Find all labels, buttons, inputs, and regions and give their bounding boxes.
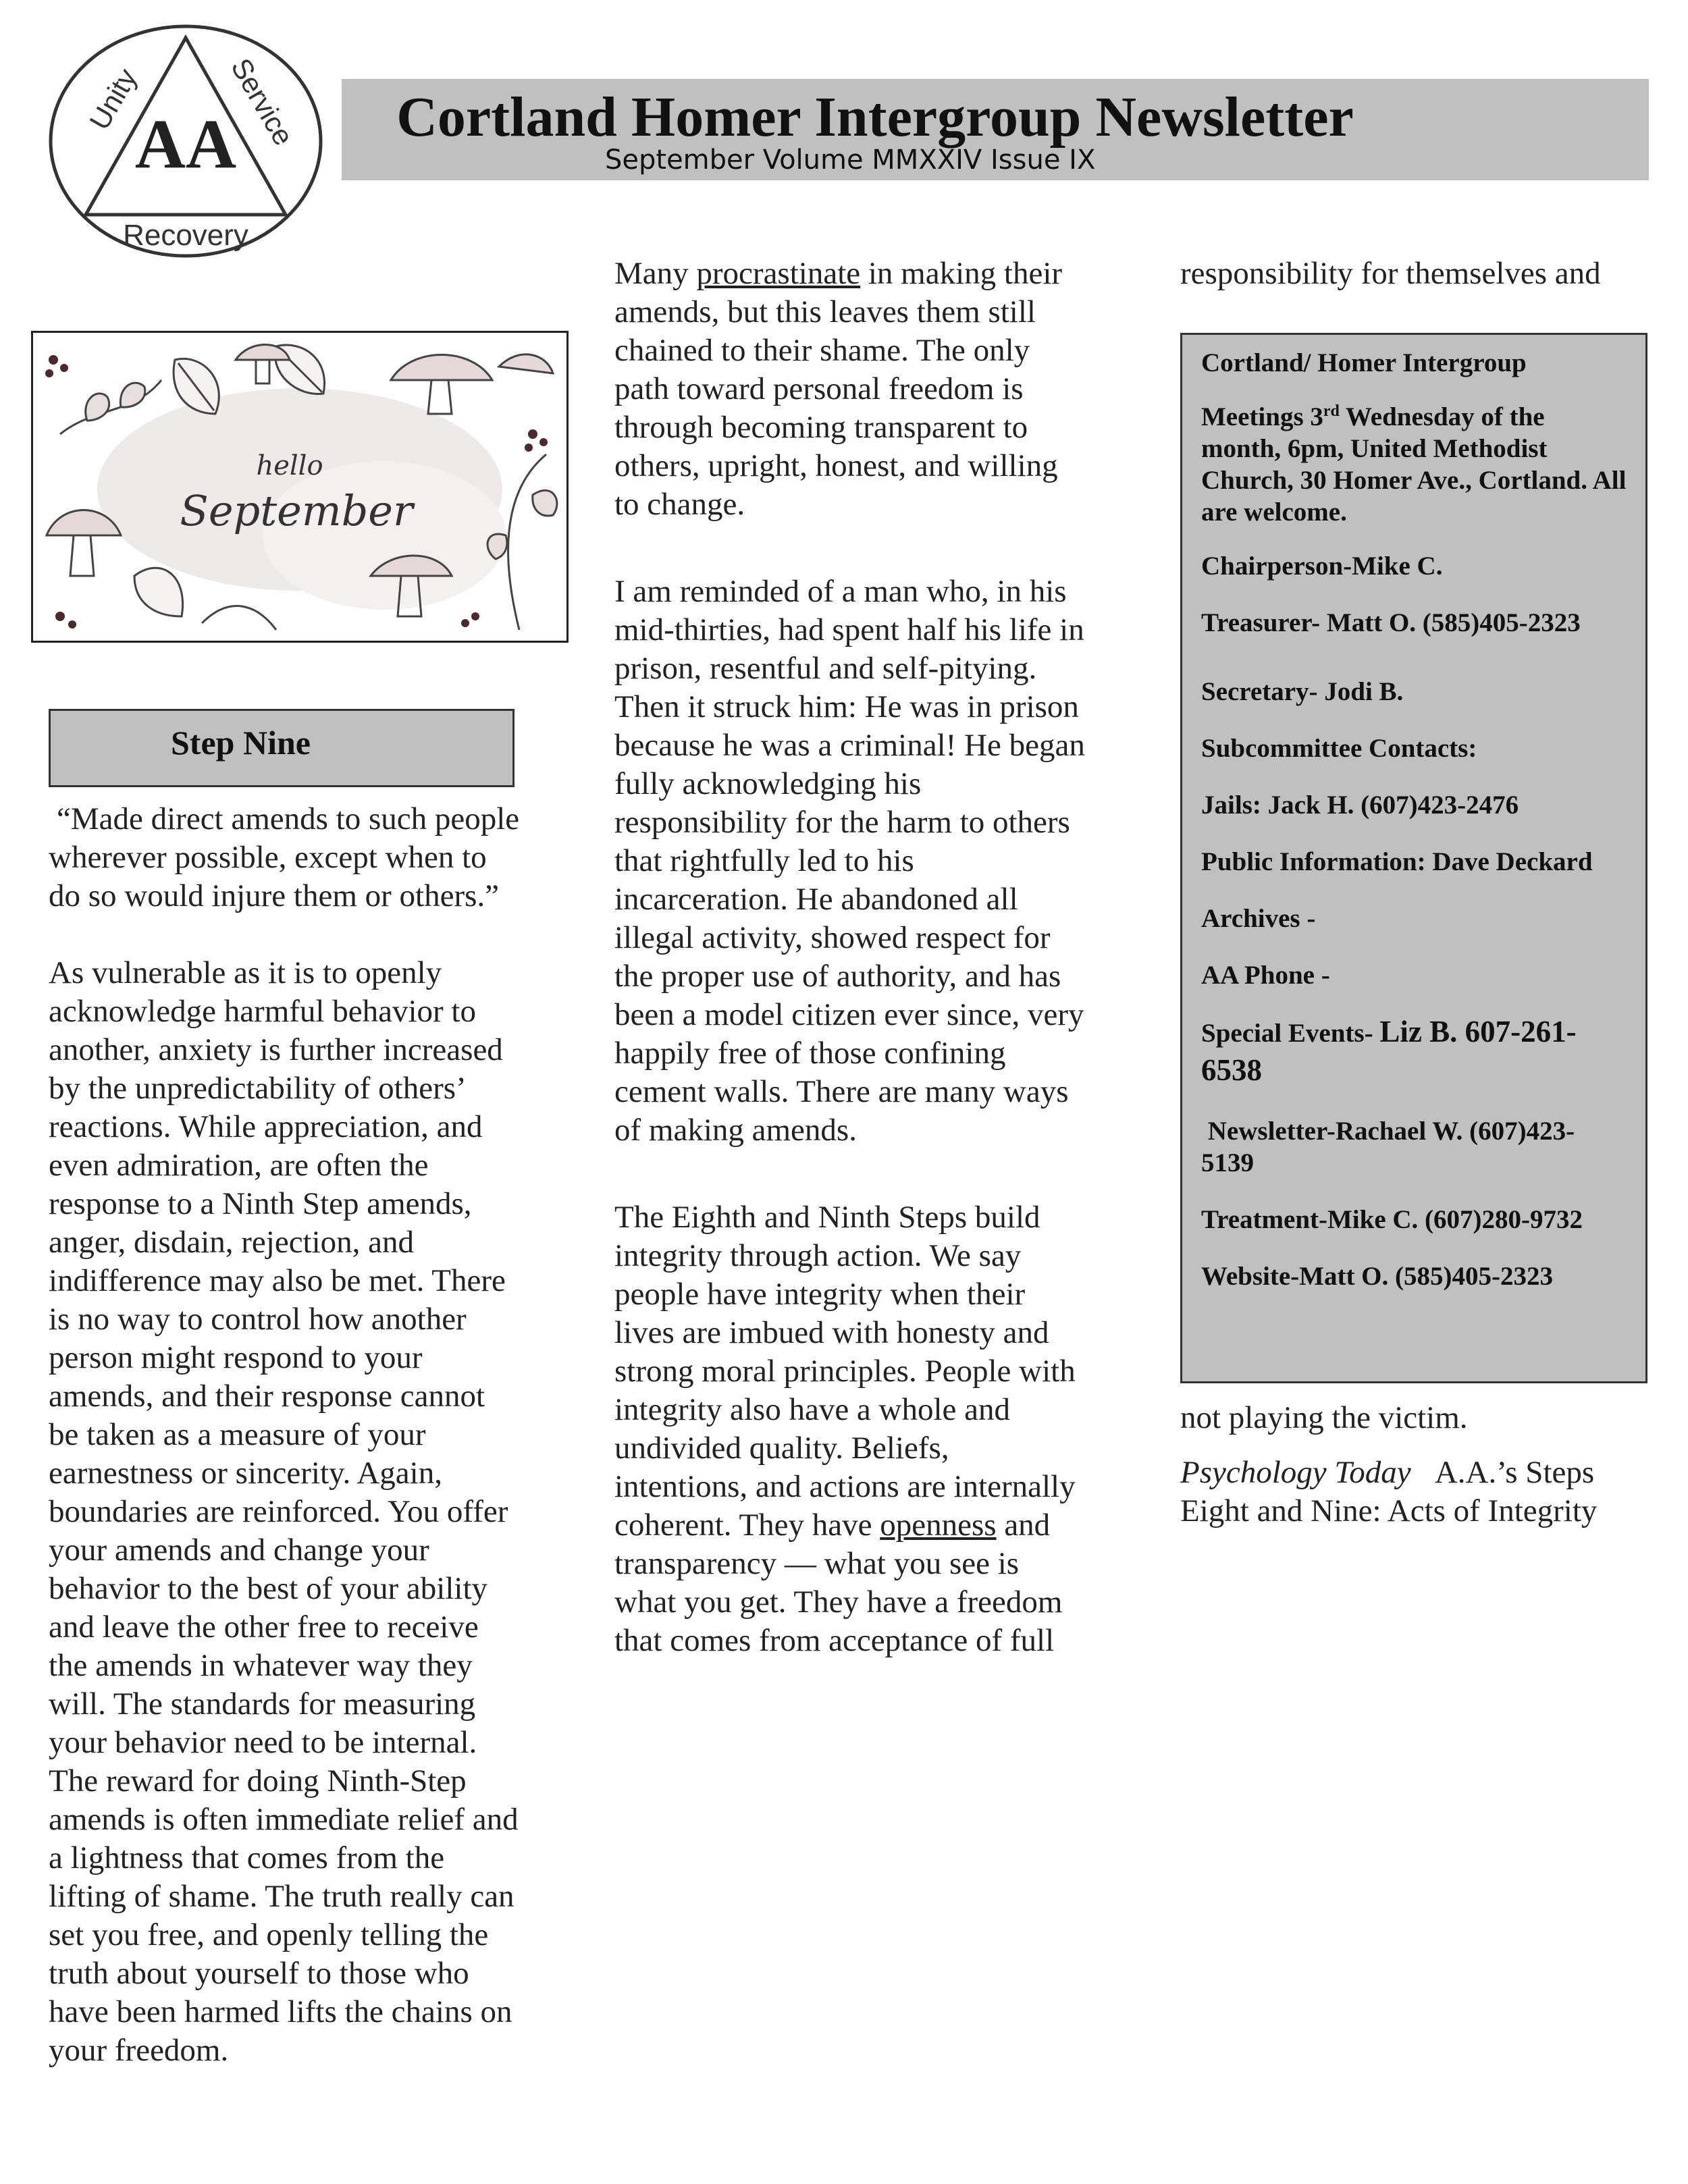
- column2-paragraph-1: [614, 255, 1087, 524]
- logo-word-recovery: Recovery: [123, 219, 248, 252]
- column1-paragraph-1: As vulnerable as it is to openly acknowledge harmful behavior to another, anxiety is further increased by the unpredictability of others’ reactions. While appreciation, and even admiration, are often the response to a Ninth Step amends, anger, disdain, rejection, and indifference may also be met. There is no way to control how another person might respond to your amends, and their response cannot be taken as a measure of your earnestness or sincerity. Again, boundaries are reinforced. You offer your amends and change your behavior to the best of your ability and leave the other free to receive the amends in whatever way they will. The standards for measuring your behavior need to be internal.: [49, 955, 508, 1760]
- hello-september-illustration: [31, 331, 569, 643]
- autumn-decoration: [33, 333, 566, 641]
- aa-logo: [49, 24, 323, 258]
- step-nine-quote: “Made direct amends to such people wherever possible, except when to do so would injure them or others.”: [49, 801, 520, 913]
- intergroup-contacts-box: [1180, 333, 1647, 1383]
- meeting-post: Wednesday of the month, 6pm, United Methodist Church, 30 Homer Ave., Cortland. All are welcome.: [1201, 402, 1627, 527]
- step-nine-box: [49, 709, 515, 787]
- column-3-bottom: [1180, 1399, 1666, 1530]
- contacts-heading: Cortland/ Homer Intergroup: [1201, 348, 1527, 377]
- column-2: [614, 255, 1087, 1660]
- column1-paragraph-2: The reward for doing Ninth-Step amends is often immediate relief and a lightness that comes from the lifting of shame. The truth really can set you free, and openly telling the truth about yourself to those who have been harmed lifts the chains on your freedom.: [49, 1763, 519, 2068]
- source-publication: Psychology Today: [1180, 1455, 1411, 1490]
- openness-link[interactable]: openness: [880, 1508, 997, 1543]
- subcommittee-heading: Subcommittee Contacts:: [1201, 734, 1477, 763]
- column2-p3-post: and transparency — what you see is what you get. They have a freedom that comes from acceptance of full: [614, 1508, 1063, 1658]
- hello-text: hello: [256, 450, 323, 481]
- meeting-info: [1201, 401, 1627, 528]
- meeting-pre: Meetings 3: [1201, 402, 1323, 431]
- column2-p3-pre: The Eighth and Ninth Steps build integrity through action. We say people have integrity when their lives are imbued with honesty and strong moral principles. People with integrity also have a whole and undivided quality. Beliefs, intentions, and actions are internally coherent. They have: [614, 1200, 1076, 1543]
- column2-paragraph-2: I am reminded of a man who, in his mid-thirties, had spent half his life in prison, resentful and self-pitying. Then it struck him: He was in prison because he was a criminal! He began fully acknowledging his responsibility for the harm to others that rightfully led to his incarceration. He abandoned all illegal activity, showed respect for the proper use of authority, and has been a model citizen ever since, very happily free of those confining cement walls. There are many ways of making amends.: [614, 574, 1085, 1148]
- newsletter-header: [342, 79, 1649, 180]
- newsletter-title: Cortland Homer Intergroup Newsletter: [396, 86, 1354, 149]
- step-nine-title: Step Nine: [171, 724, 311, 762]
- archives-contact: Archives -: [1201, 904, 1316, 933]
- newsletter-contact: Newsletter-Rachael W. (607)423-5139: [1201, 1117, 1575, 1177]
- column2-p1-pre: Many: [614, 256, 697, 291]
- source-citation: [1180, 1454, 1666, 1530]
- treatment-contact: Treatment-Mike C. (607)280-9732: [1201, 1205, 1583, 1234]
- special-events-contact: [1201, 1013, 1627, 1090]
- website-contact: Website-Matt O. (585)405-2323: [1201, 1262, 1553, 1291]
- public-information-contact: Public Information: Dave Deckard: [1201, 847, 1593, 876]
- meeting-sup: rd: [1323, 402, 1340, 420]
- column3-continuation-top: responsibility for themselves and: [1180, 256, 1601, 291]
- logo-center-text: AA: [134, 105, 237, 183]
- column-1: [49, 800, 521, 2070]
- secretary: Secretary- Jodi B.: [1201, 677, 1404, 706]
- aa-phone-contact: AA Phone -: [1201, 961, 1330, 990]
- procrastinate-link[interactable]: procrastinate: [696, 256, 861, 291]
- source-article-title: A.A.’s Steps Eight and Nine: Acts of Integrity: [1180, 1455, 1598, 1528]
- special-events-name: Liz B. 607-261-6538: [1201, 1015, 1577, 1087]
- column3-continuation-bottom: not playing the victim.: [1180, 1400, 1468, 1435]
- september-script-text: September: [180, 486, 413, 535]
- chairperson: Chairperson-Mike C.: [1201, 552, 1443, 581]
- logo-word-unity: Unity: [83, 63, 143, 135]
- special-events-label: Special Events-: [1201, 1019, 1380, 1048]
- column2-p1-post: in making their amends, but this leaves them still chained to their shame. The only path toward personal freedom is through becoming transparent to others, upright, honest, and willing to change.: [614, 256, 1063, 522]
- jails-contact: Jails: Jack H. (607)423-2476: [1201, 791, 1519, 820]
- treasurer: Treasurer- Matt O. (585)405-2323: [1201, 608, 1581, 637]
- newsletter-subtitle: September Volume MMXXIV Issue IX: [605, 144, 1096, 176]
- logo-word-service: Service: [225, 53, 300, 151]
- column2-paragraph-3: [614, 1198, 1087, 1660]
